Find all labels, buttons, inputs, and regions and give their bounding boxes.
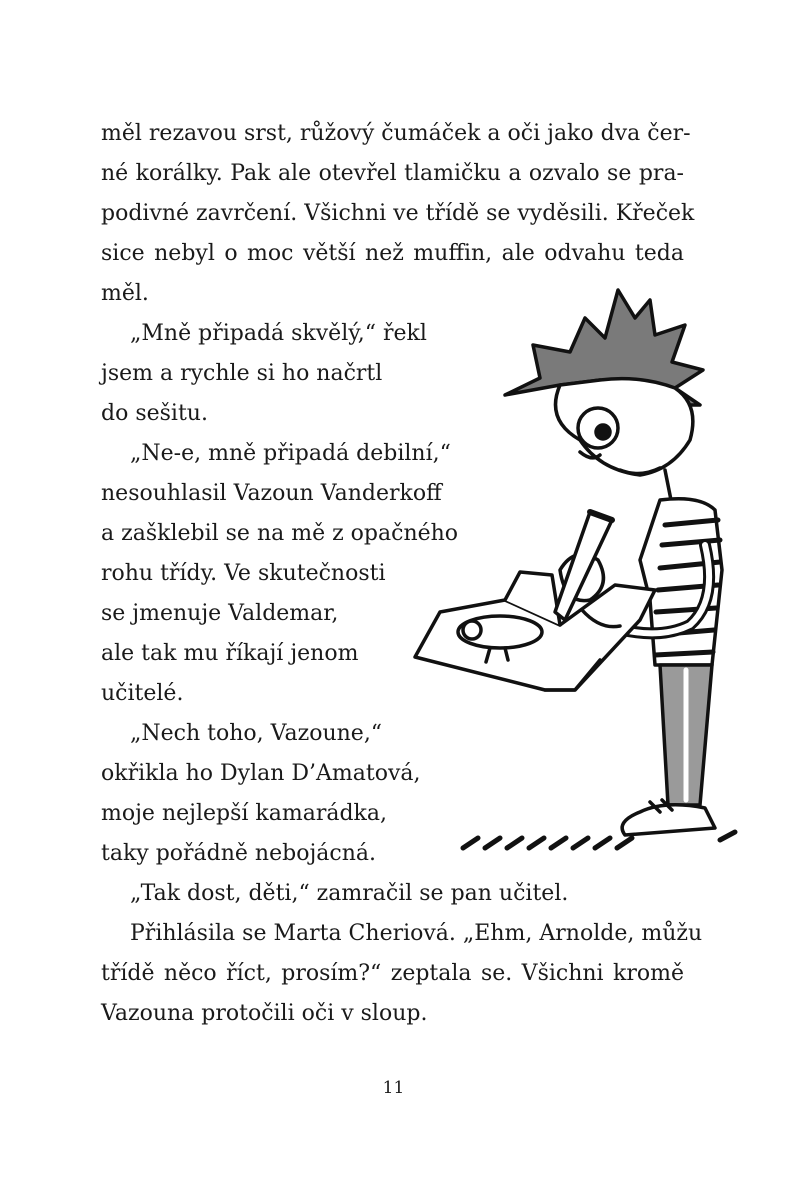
text-line: nesouhlasil Vazoun Vanderkoff (101, 481, 442, 506)
text-line: třídě něco říct, prosím?“ zeptala se. Všichni kromě (101, 961, 684, 986)
text-line: „Tak dost, děti,“ zamračil se pan učitel. (130, 881, 569, 906)
text-line: jsem a rychle si ho načrtl (101, 361, 383, 386)
text-line: Přihlásila se Marta Cheriová. „Ehm, Arnolde, můžu (130, 921, 703, 946)
text-line: sice nebyl o moc větší než muffin, ale odvahu teda (101, 241, 684, 266)
text-line: okřikla ho Dylan D’Amatová, (101, 761, 421, 786)
text-line: „Nech toho, Vazoune,“ (130, 721, 383, 746)
text-line: měl rezavou srst, růžový čumáček a oči jako dva čer- (101, 121, 691, 146)
text-line: podivné zavrčení. Všichni ve třídě se vyděsili. Křeček (101, 201, 695, 226)
text-line: né korálky. Pak ale otevřel tlamičku a ozvalo se pra- (101, 161, 684, 186)
text-line: měl. (101, 281, 149, 306)
page-number: 11 (382, 1078, 405, 1098)
text-line: Vazouna protočili oči v sloup. (101, 1001, 428, 1026)
text-line: a zašklebil se na mě z opačného (101, 521, 459, 546)
text-line: „Ne-e, mně připadá debilní,“ (130, 441, 451, 466)
text-line: do sešitu. (101, 401, 208, 426)
text-line: se jmenuje Valdemar, (101, 601, 339, 626)
text-line: učitelé. (101, 681, 184, 706)
text-line: moje nejlepší kamarádka, (101, 801, 387, 826)
text-line: „Mně připadá skvělý,“ řekl (130, 321, 427, 346)
boy-drawing-illustration (405, 285, 750, 860)
text-line: taky pořádně nebojácná. (101, 841, 376, 866)
text-line: ale tak mu říkají jenom (101, 641, 359, 666)
text-line: rohu třídy. Ve skutečnosti (101, 561, 386, 586)
